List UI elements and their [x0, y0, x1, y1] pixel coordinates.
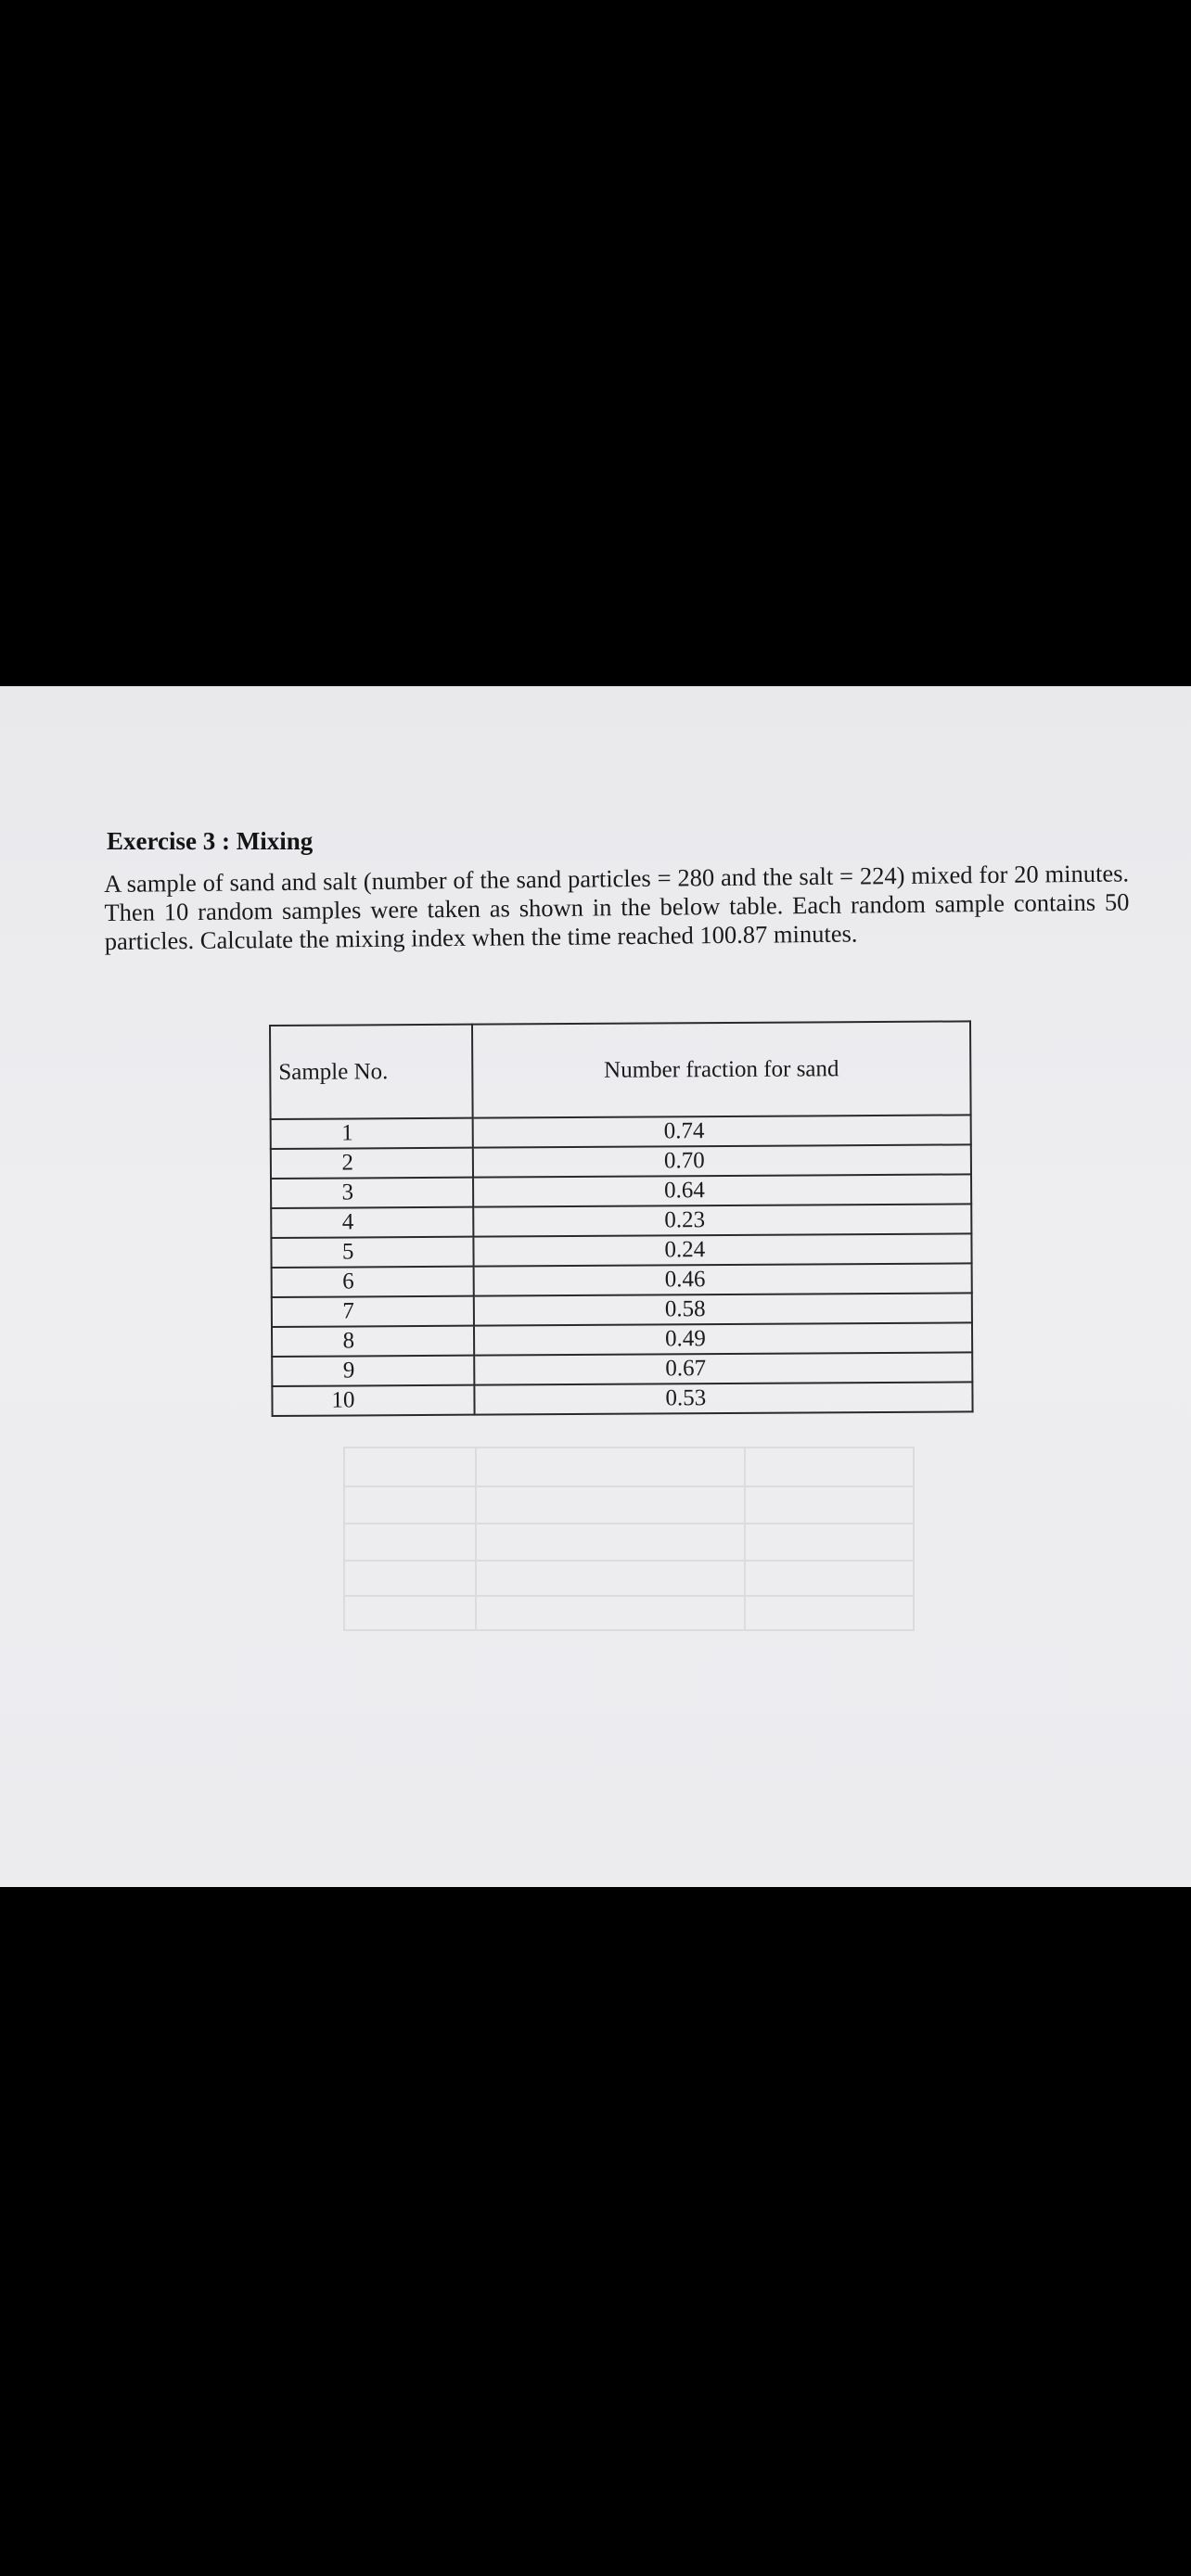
sample-number-cell: 6: [272, 1267, 474, 1297]
table-row: [272, 1322, 972, 1357]
sample-number-cell: 8: [272, 1326, 474, 1357]
header-sample-no: Sample No.: [270, 1025, 473, 1119]
exercise-title: Exercise 3 : Mixing: [107, 827, 314, 855]
sample-table: [269, 1020, 974, 1417]
sample-number-cell: 9: [272, 1356, 474, 1386]
sample-number-cell: 7: [272, 1296, 474, 1327]
problem-statement: A sample of sand and salt (number of the sand particles = 280 and the salt = 224) mixed for 20 minutes. Then 10 random samples were taken as shown in the below table. Each random sample contains 50 particles. Calculate the mixing index when the time reached 100.87 minutes.: [104, 859, 1130, 955]
fraction-cell: 0.23: [473, 1204, 971, 1236]
table-header-row: [270, 1021, 971, 1119]
fraction-cell: 0.49: [474, 1322, 972, 1355]
sample-number-cell: 10: [272, 1385, 474, 1416]
table-row: [271, 1204, 971, 1238]
table-row: [272, 1263, 972, 1297]
fraction-cell: 0.67: [474, 1352, 972, 1384]
table-row: [271, 1233, 971, 1268]
table-row: [271, 1144, 971, 1179]
fraction-cell: 0.24: [473, 1233, 971, 1266]
table-row: [272, 1352, 972, 1386]
sample-number-cell: 5: [271, 1237, 473, 1268]
header-number-fraction: Number fraction for sand: [472, 1021, 971, 1117]
table-row: [272, 1293, 972, 1327]
sample-number-cell: 1: [271, 1118, 473, 1149]
fraction-cell: 0.64: [473, 1174, 971, 1206]
table-row: [271, 1174, 971, 1208]
fraction-cell: 0.74: [473, 1115, 971, 1147]
sample-table-container: [269, 1020, 974, 1417]
sample-number-cell: 3: [271, 1178, 473, 1208]
sample-number-cell: 2: [271, 1148, 473, 1179]
sample-number-cell: 4: [271, 1207, 473, 1238]
table-row: [272, 1382, 972, 1416]
bleed-through-table: [343, 1447, 915, 1631]
fraction-cell: 0.58: [474, 1293, 972, 1325]
fraction-cell: 0.46: [474, 1263, 972, 1295]
fraction-cell: 0.70: [473, 1144, 971, 1177]
fraction-cell: 0.53: [474, 1382, 972, 1414]
document-page: [0, 686, 1191, 1887]
table-row: [271, 1115, 971, 1149]
